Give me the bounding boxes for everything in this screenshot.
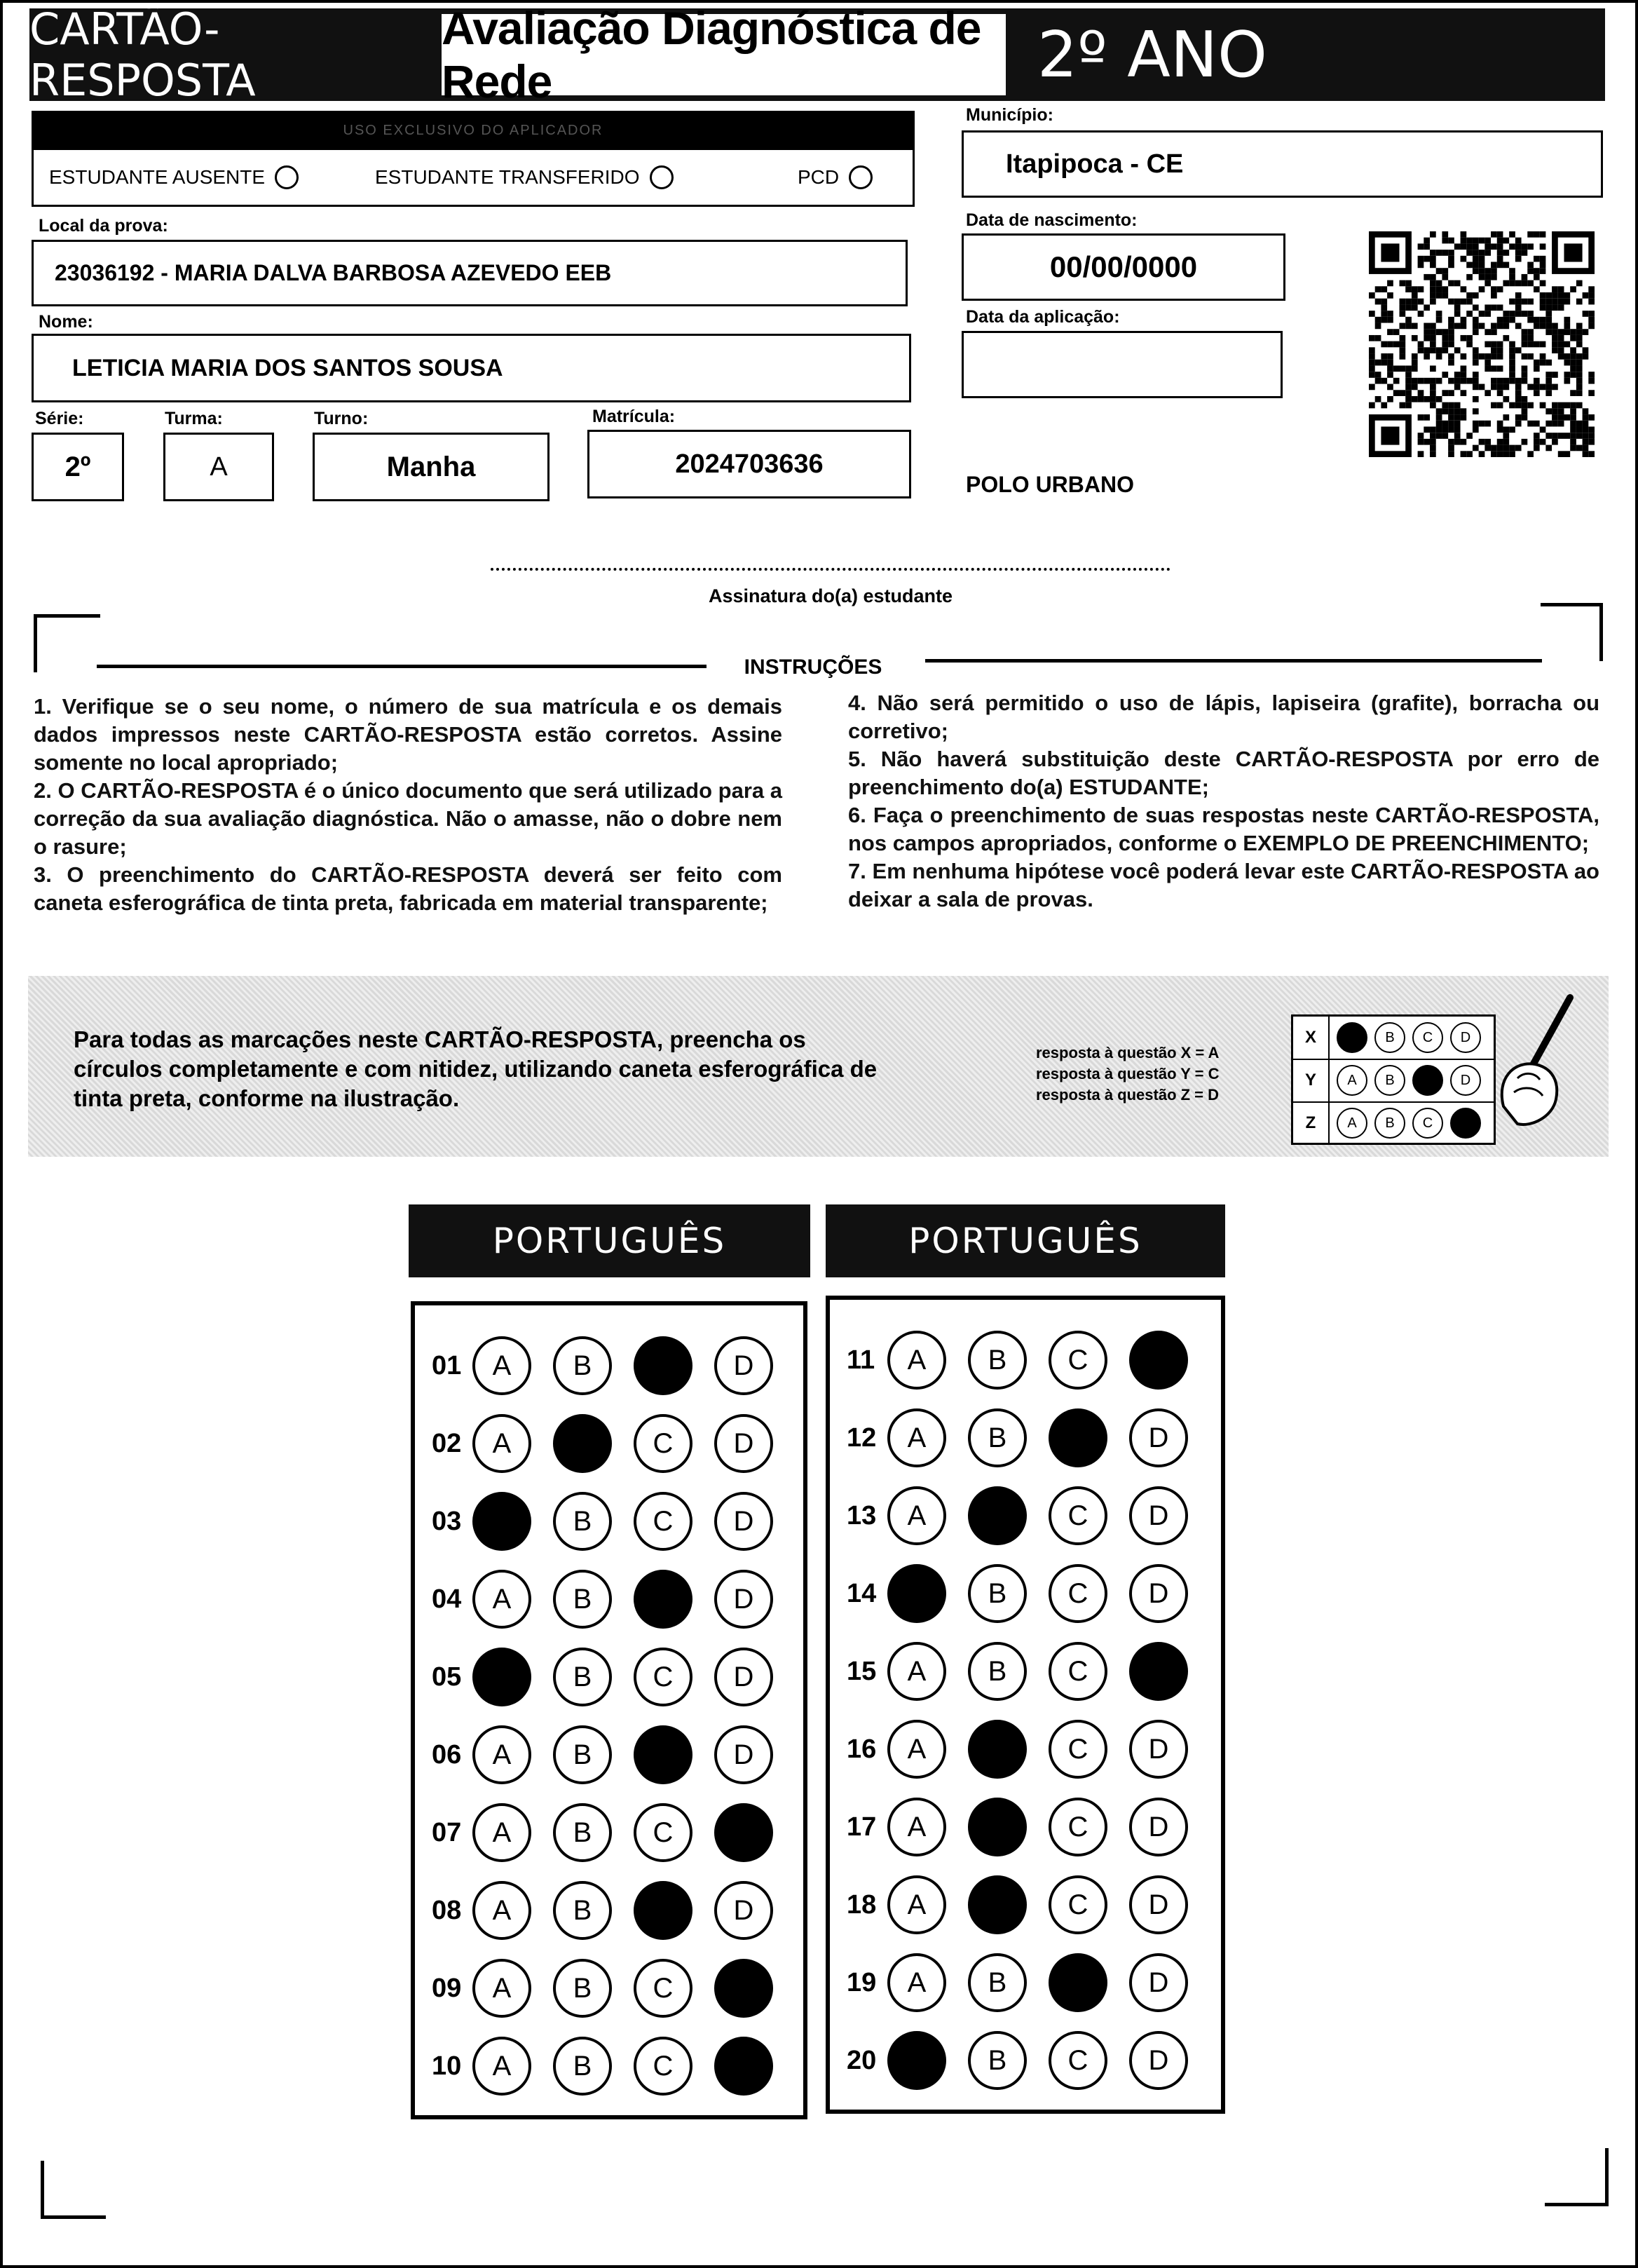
answer-bubble-14-a[interactable]: A (887, 1564, 946, 1623)
answer-bubble-09-b[interactable]: B (553, 1959, 612, 2018)
answer-bubble-20-d[interactable]: D (1129, 2031, 1188, 2090)
question-row-07 (432, 1800, 795, 1865)
name-value: LETICIA MARIA DOS SANTOS SOUSA (72, 354, 503, 381)
question-row-19 (847, 1950, 1210, 2015)
answer-bubble-07-d[interactable]: D (714, 1803, 773, 1862)
question-number: 13 (847, 1500, 877, 1530)
example-bubble-z-c: C (1412, 1108, 1443, 1139)
question-row-06 (432, 1723, 795, 1787)
name-field (32, 334, 911, 402)
answer-bubble-02-c[interactable]: C (634, 1414, 692, 1473)
absent-option[interactable] (49, 165, 299, 189)
answer-bubble-14-c[interactable]: C (1049, 1564, 1107, 1623)
instructions-rule-left (97, 665, 707, 668)
example-bubble-y-b: B (1374, 1065, 1405, 1096)
question-number: 06 (432, 1739, 462, 1770)
nascimento-label: Data de nascimento: (966, 210, 1138, 230)
example-key-z: resposta à questão Z = D (1036, 1086, 1220, 1104)
card-title: CARTÃO-RESPOSTA (29, 4, 256, 106)
answer-bubble-16-b[interactable]: B (968, 1720, 1027, 1779)
answer-bubble-03-c[interactable]: C (634, 1492, 692, 1551)
pcd-option[interactable] (798, 165, 873, 189)
qr-code (1369, 231, 1595, 457)
answer-bubble-18-d[interactable]: D (1129, 1875, 1188, 1934)
answer-bubble-06-a[interactable]: A (472, 1725, 531, 1784)
question-row-02 (432, 1411, 795, 1476)
answer-bubble-11-a[interactable]: A (887, 1331, 946, 1390)
answer-bubble-13-b[interactable]: B (968, 1486, 1027, 1545)
instruction-7: 7. Em nenhuma hipótese você poderá levar este CARTÃO-RESPOSTA ao deixar a sala de provas. (848, 859, 1599, 911)
answer-bubble-05-a[interactable]: A (472, 1648, 531, 1706)
hand-pen-icon (1475, 994, 1581, 1134)
answer-bubble-17-d[interactable]: D (1129, 1798, 1188, 1856)
answer-bubble-08-b[interactable]: B (553, 1881, 612, 1940)
question-number: 18 (847, 1889, 877, 1920)
instructions-rule-right (925, 659, 1542, 663)
example-bubble-z-a: A (1337, 1108, 1367, 1139)
answer-bubble-08-d[interactable]: D (714, 1881, 773, 1940)
answer-bubble-17-c[interactable]: C (1049, 1798, 1107, 1856)
question-row-10 (432, 2034, 795, 2098)
example-row-label: Y (1293, 1059, 1330, 1101)
local-value: 23036192 - MARIA DALVA BARBOSA AZEVEDO EEB (55, 260, 612, 285)
aplicacao-label: Data da aplicação: (966, 307, 1120, 327)
turno-label: Turno: (314, 409, 369, 428)
question-number: 10 (432, 2051, 462, 2081)
answer-bubble-20-c[interactable]: C (1049, 2031, 1107, 2090)
question-number: 16 (847, 1734, 877, 1764)
answer-bubble-19-b[interactable]: B (968, 1953, 1027, 2012)
question-number: 11 (847, 1345, 875, 1375)
matricula-value: 2024703636 (675, 449, 824, 479)
answer-bubble-07-a[interactable]: A (472, 1803, 531, 1862)
question-row-14 (847, 1561, 1210, 1626)
instruction-3: 3. O preenchimento do CARTÃO-RESPOSTA deverá ser feito com caneta esferográfica de tinta preta, fabricada em material transparente; (34, 862, 782, 915)
question-row-08 (432, 1878, 795, 1943)
question-row-05 (432, 1645, 795, 1709)
polo-text: POLO URBANO (966, 472, 1134, 497)
answer-bubble-20-b[interactable]: B (968, 2031, 1027, 2090)
example-bubble-x-d: D (1450, 1022, 1481, 1053)
filling-example-text: Para todas as marcações neste CARTÃO-RESPOSTA, preencha os círculos completamente e com nitidez, utilizando caneta esferográfica de tinta preta, conforme na ilustração. (74, 1026, 878, 1111)
question-number: 17 (847, 1812, 877, 1842)
signature-line (491, 568, 1171, 571)
answer-bubble-12-a[interactable]: A (887, 1408, 946, 1467)
question-number: 07 (432, 1817, 462, 1847)
question-number: 05 (432, 1662, 462, 1692)
question-row-17 (847, 1795, 1210, 1859)
answer-panel-1 (411, 1301, 807, 2119)
answer-bubble-03-d[interactable]: D (714, 1492, 773, 1551)
subject-header-1: PORTUGUÊS (409, 1204, 810, 1277)
example-bubble-z-b: B (1374, 1108, 1405, 1139)
instruction-6: 6. Faça o preenchimento de suas respostas neste CARTÃO-RESPOSTA, nos campos apropriados, conforme o EXEMPLO DE PREENCHIMENTO; (848, 803, 1599, 855)
answer-bubble-17-a[interactable]: A (887, 1798, 946, 1856)
answer-bubble-05-d[interactable]: D (714, 1648, 773, 1706)
example-row-z (1293, 1102, 1494, 1144)
municipio-field (962, 130, 1603, 198)
answer-bubble-04-b[interactable]: B (553, 1570, 612, 1629)
answer-bubble-15-c[interactable]: C (1049, 1642, 1107, 1701)
answer-bubble-09-a[interactable]: A (472, 1959, 531, 2018)
local-field (32, 240, 908, 306)
instructions-right (848, 689, 1599, 914)
answer-bubble-10-c[interactable]: C (634, 2037, 692, 2096)
turma-value: A (210, 451, 228, 482)
corner-top-left (34, 614, 100, 672)
municipio-label: Município: (966, 105, 1053, 125)
corner-bottom-left (41, 2161, 106, 2219)
answer-bubble-19-c[interactable]: C (1049, 1953, 1107, 2012)
transferred-radio[interactable] (650, 165, 674, 189)
example-key-x: resposta à questão X = A (1036, 1044, 1220, 1061)
answer-bubble-01-a[interactable]: A (472, 1336, 531, 1395)
answer-bubble-11-c[interactable]: C (1049, 1331, 1107, 1390)
serie-label: Série: (35, 409, 84, 428)
answer-bubble-20-a[interactable]: A (887, 2031, 946, 2090)
answer-bubble-13-d[interactable]: D (1129, 1486, 1188, 1545)
question-number: 14 (847, 1578, 877, 1608)
question-number: 09 (432, 1973, 462, 2003)
question-row-11 (847, 1328, 1210, 1392)
answer-bubble-05-c[interactable]: C (634, 1648, 692, 1706)
answer-bubble-19-a[interactable]: A (887, 1953, 946, 2012)
example-bubble-z-d: D (1450, 1108, 1481, 1139)
turno-value: Manha (386, 451, 476, 482)
answer-bubble-17-b[interactable]: B (968, 1798, 1027, 1856)
matricula-field (587, 430, 911, 498)
example-row-label: Z (1293, 1102, 1330, 1144)
transferred-option[interactable] (375, 165, 674, 189)
answer-bubble-19-d[interactable]: D (1129, 1953, 1188, 2012)
answer-bubble-06-d[interactable]: D (714, 1725, 773, 1784)
example-bubble-y-d: D (1450, 1065, 1481, 1096)
question-row-20 (847, 2028, 1210, 2093)
instructions-title: INSTRUÇÕES (744, 656, 882, 679)
example-bubble-y-a: A (1337, 1065, 1367, 1096)
turma-label: Turma: (165, 409, 223, 428)
answer-bubble-13-c[interactable]: C (1049, 1486, 1107, 1545)
answer-bubble-03-a[interactable]: A (472, 1492, 531, 1551)
answer-bubble-18-b[interactable]: B (968, 1875, 1027, 1934)
matricula-label: Matrícula: (592, 407, 676, 426)
aplicacao-field (962, 331, 1283, 398)
answer-bubble-01-b[interactable]: B (553, 1336, 612, 1395)
answer-bubble-16-a[interactable]: A (887, 1720, 946, 1779)
grade-title: 2º ANO (1037, 18, 1268, 92)
question-number: 01 (432, 1350, 462, 1380)
question-number: 12 (847, 1422, 877, 1453)
answer-bubble-16-c[interactable]: C (1049, 1720, 1107, 1779)
applicator-status-header: USO EXCLUSIVO DO APLICADOR (32, 111, 915, 150)
transferred-label: ESTUDANTE TRANSFERIDO (375, 166, 640, 188)
answer-bubble-01-c[interactable]: C (634, 1336, 692, 1395)
question-number: 02 (432, 1428, 462, 1458)
answer-bubble-09-d[interactable]: D (714, 1959, 773, 2018)
example-grid (1291, 1014, 1496, 1145)
answer-bubble-10-d[interactable]: D (714, 2037, 773, 2096)
name-label: Nome: (39, 312, 93, 332)
question-row-18 (847, 1873, 1210, 1937)
serie-field (32, 433, 124, 501)
answer-bubble-11-d[interactable]: D (1129, 1331, 1188, 1390)
answer-bubble-11-b[interactable]: B (968, 1331, 1027, 1390)
question-number: 04 (432, 1584, 462, 1614)
instructions-left (34, 693, 782, 917)
answer-bubble-02-b[interactable]: B (553, 1414, 612, 1473)
answer-bubble-04-c[interactable]: C (634, 1570, 692, 1629)
question-row-16 (847, 1717, 1210, 1781)
answer-panel-2 (826, 1296, 1225, 2114)
question-number: 19 (847, 1967, 877, 1997)
answer-bubble-06-b[interactable]: B (553, 1725, 612, 1784)
question-number: 20 (847, 2045, 877, 2075)
subject-header-2: PORTUGUÊS (826, 1204, 1225, 1277)
instruction-1: 1. Verifique se o seu nome, o número de sua matrícula e os demais dados impressos neste CARTÃO-RESPOSTA estão corretos. Assine somente no local apropriado; (34, 694, 782, 775)
example-bubble-x-c: C (1412, 1022, 1443, 1053)
instruction-4: 4. Não será permitido o uso de lápis, lapiseira (grafite), borracha ou corretivo; (848, 691, 1599, 743)
answer-bubble-18-a[interactable]: A (887, 1875, 946, 1934)
example-bubble-x-a: A (1337, 1022, 1367, 1053)
turma-field (163, 433, 274, 501)
answer-bubble-16-d[interactable]: D (1129, 1720, 1188, 1779)
question-row-09 (432, 1956, 795, 2021)
example-bubble-y-c: C (1412, 1065, 1443, 1096)
instruction-2: 2. O CARTÃO-RESPOSTA é o único documento que será utilizado para a correção da sua avaliação diagnóstica. Não o amasse, não o dobre nem o rasure; (34, 778, 782, 859)
absent-label: ESTUDANTE AUSENTE (49, 166, 266, 188)
question-row-12 (847, 1406, 1210, 1470)
turno-field (313, 433, 550, 501)
answer-bubble-09-c[interactable]: C (634, 1959, 692, 2018)
example-bubble-x-b: B (1374, 1022, 1405, 1053)
evaluation-title: Avaliação Diagnóstica de Rede (442, 14, 1006, 95)
local-label: Local da prova: (39, 216, 168, 236)
answer-bubble-10-a[interactable]: A (472, 2037, 531, 2096)
answer-bubble-18-c[interactable]: C (1049, 1875, 1107, 1934)
question-number: 03 (432, 1506, 462, 1536)
signature-label: Assinatura do(a) estudante (708, 585, 953, 606)
question-row-04 (432, 1567, 795, 1631)
answer-bubble-14-d[interactable]: D (1129, 1564, 1188, 1623)
answer-bubble-03-b[interactable]: B (553, 1492, 612, 1551)
answer-bubble-01-d[interactable]: D (714, 1336, 773, 1395)
example-row-y (1293, 1059, 1494, 1103)
question-row-13 (847, 1483, 1210, 1548)
instruction-5: 5. Não haverá substituição deste CARTÃO-RESPOSTA por erro de preenchimento do(a) ESTUDANTE; (848, 747, 1599, 799)
nascimento-field (962, 233, 1285, 301)
corner-bottom-right (1545, 2148, 1609, 2206)
answer-bubble-05-b[interactable]: B (553, 1648, 612, 1706)
example-key-y: resposta à questão Y = C (1036, 1065, 1220, 1082)
answer-bubble-15-b[interactable]: B (968, 1642, 1027, 1701)
answer-bubble-07-c[interactable]: C (634, 1803, 692, 1862)
answer-bubble-08-a[interactable]: A (472, 1881, 531, 1940)
answer-bubble-12-c[interactable]: C (1049, 1408, 1107, 1467)
municipio-value: Itapipoca - CE (1006, 149, 1184, 179)
question-row-03 (432, 1489, 795, 1554)
answer-bubble-13-a[interactable]: A (887, 1486, 946, 1545)
corner-top-right (1541, 603, 1603, 661)
answer-bubble-07-b[interactable]: B (553, 1803, 612, 1862)
answer-bubble-04-d[interactable]: D (714, 1570, 773, 1629)
answer-bubble-08-c[interactable]: C (634, 1881, 692, 1940)
answer-bubble-02-a[interactable]: A (472, 1414, 531, 1473)
answer-bubble-12-d[interactable]: D (1129, 1408, 1188, 1467)
pcd-label: PCD (798, 166, 840, 188)
question-number: 08 (432, 1895, 462, 1925)
question-row-01 (432, 1333, 795, 1398)
answer-bubble-04-a[interactable]: A (472, 1570, 531, 1629)
answer-bubble-15-a[interactable]: A (887, 1642, 946, 1701)
serie-value: 2º (64, 451, 91, 482)
answer-bubble-10-b[interactable]: B (553, 2037, 612, 2096)
answer-bubble-12-b[interactable]: B (968, 1408, 1027, 1467)
question-row-15 (847, 1639, 1210, 1704)
answer-bubble-14-b[interactable]: B (968, 1564, 1027, 1623)
example-row-x (1293, 1017, 1494, 1060)
nascimento-value: 00/00/0000 (1049, 250, 1198, 283)
pcd-radio[interactable] (849, 165, 873, 189)
answer-bubble-15-d[interactable]: D (1129, 1642, 1188, 1701)
answer-bubble-06-c[interactable]: C (634, 1725, 692, 1784)
absent-radio[interactable] (275, 165, 299, 189)
example-row-label: X (1293, 1017, 1330, 1059)
answer-bubble-02-d[interactable]: D (714, 1414, 773, 1473)
question-number: 15 (847, 1656, 877, 1686)
